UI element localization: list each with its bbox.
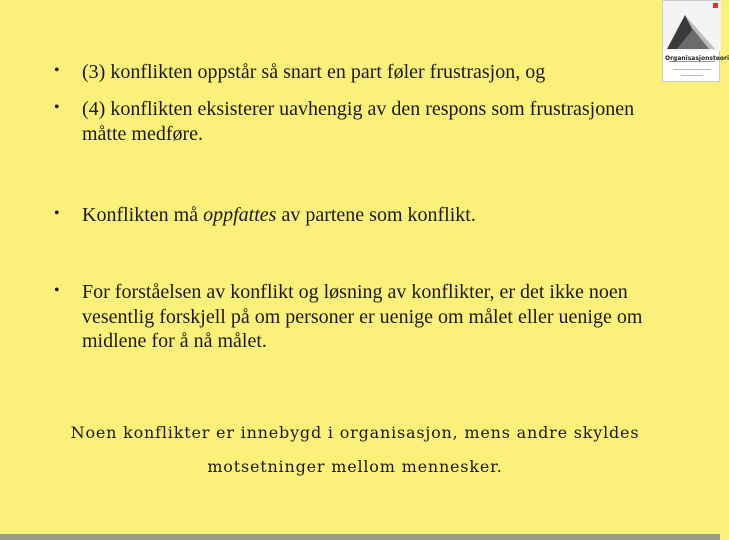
bottom-bar <box>0 534 720 540</box>
bullet-text <box>82 203 654 228</box>
bullet-item <box>54 97 654 146</box>
bullet-item <box>54 203 654 228</box>
bullet-dot: • <box>54 62 60 79</box>
book-cover-art <box>663 1 729 83</box>
emphasized-word: oppfattes <box>203 204 277 226</box>
conclusion-line-2: motsetninger mellom mennesker. <box>207 457 503 476</box>
bullet-dot: • <box>54 205 60 222</box>
conclusion-line-1: Noen konflikter er innebygd i organisasjon, mens andre skyldes <box>70 423 640 442</box>
bullet-item <box>54 280 654 354</box>
bullet-text: For forståelsen av konflikt og løsning av konflikter, er det ikke noen vesentlig forskjell på om personer er uenige om målet eller uenige om midlene for å nå målet. <box>82 281 643 352</box>
bullet-text: (3) konflikten oppstår så snart en part føler frustrasjon, og <box>82 61 546 83</box>
bullet-text: (4) konflikten eksisterer uavhengig av den respons som frustrasjonen måtte medføre. <box>82 98 635 145</box>
bullet-dot: • <box>54 99 60 116</box>
book-cover-thumbnail <box>662 0 729 82</box>
bullet-item <box>54 60 654 85</box>
bullet-text-pre: Konflikten må <box>82 204 204 226</box>
bullet-text-post: av partene som konflikt. <box>276 204 476 226</box>
bullet-dot: • <box>54 282 60 299</box>
book-title: Organisasjonsteori <box>665 55 729 62</box>
conclusion-text <box>40 416 670 484</box>
